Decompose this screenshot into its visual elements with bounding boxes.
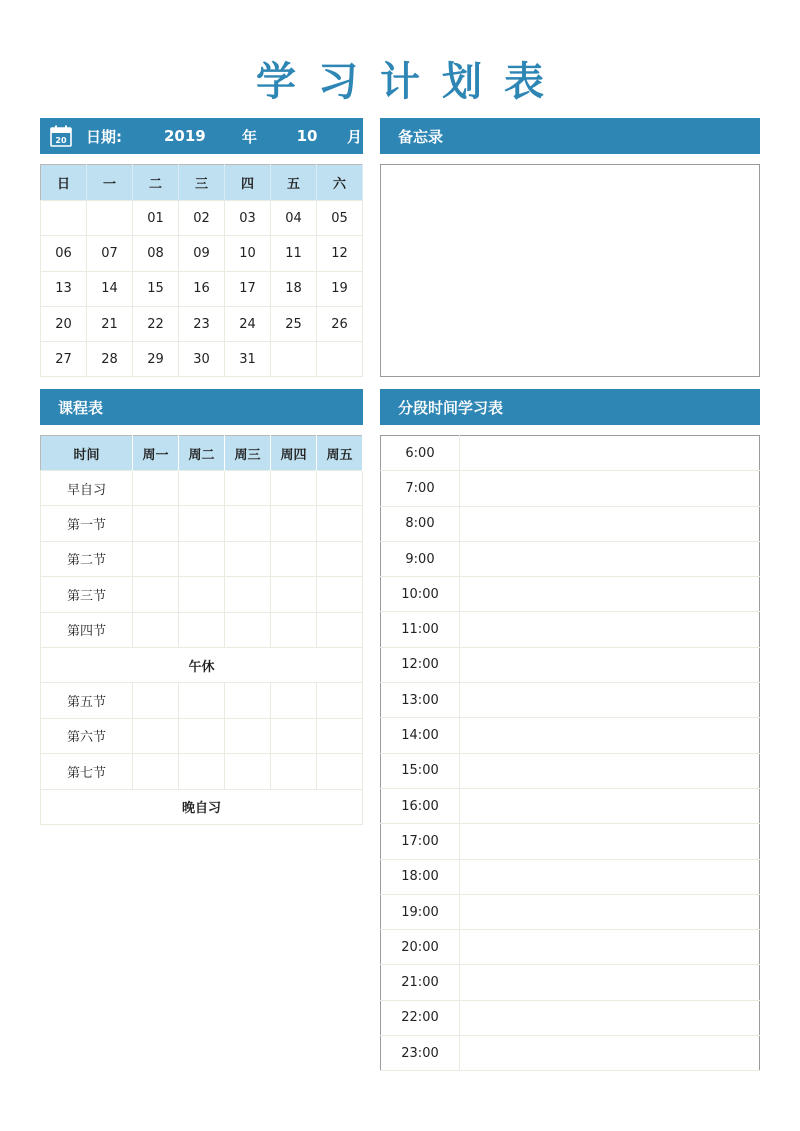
memo-header-bar <box>380 118 760 154</box>
hour-plan-cell[interactable] <box>460 506 760 541</box>
course-row <box>41 506 363 541</box>
hour-plan-cell[interactable] <box>460 1036 760 1071</box>
timeline-header-bar <box>380 389 760 425</box>
course-cell[interactable] <box>317 541 363 576</box>
weekday-header: 四 <box>225 165 271 201</box>
course-header: 周三 <box>225 436 271 471</box>
calendar-day[interactable]: 14 <box>87 271 133 306</box>
course-row <box>41 577 363 612</box>
hour-row <box>381 612 760 647</box>
course-cell[interactable] <box>225 471 271 506</box>
calendar-icon <box>50 125 72 147</box>
period-label: 第一节 <box>41 506 133 541</box>
hour-plan-cell[interactable] <box>460 894 760 929</box>
course-schedule <box>40 435 363 825</box>
hour-row <box>381 894 760 929</box>
calendar-day[interactable] <box>41 201 87 236</box>
course-cell[interactable] <box>179 683 225 718</box>
course-cell[interactable] <box>133 577 179 612</box>
hour-plan-cell[interactable] <box>460 753 760 788</box>
course-header-bar <box>40 389 363 425</box>
hour-row <box>381 1036 760 1071</box>
period-label: 第七节 <box>41 754 133 789</box>
calendar-day[interactable]: 05 <box>317 201 363 236</box>
calendar-weekday-row <box>41 165 363 201</box>
hour-plan-cell[interactable] <box>460 683 760 718</box>
calendar-day[interactable]: 02 <box>179 201 225 236</box>
evening-study-label: 晚自习 <box>41 789 363 824</box>
hour-label: 15:00 <box>381 753 460 788</box>
calendar-week-row <box>41 306 363 341</box>
date-month-label: 月 <box>346 127 362 146</box>
period-label: 第四节 <box>41 612 133 647</box>
memo-label: 备忘录 <box>398 127 444 146</box>
calendar-day[interactable]: 17 <box>225 271 271 306</box>
calendar-day[interactable]: 26 <box>317 306 363 341</box>
calendar-week-row <box>41 236 363 271</box>
course-cell[interactable] <box>179 577 225 612</box>
hour-row <box>381 471 760 506</box>
calendar-day[interactable]: 24 <box>225 306 271 341</box>
calendar-day[interactable]: 20 <box>41 306 87 341</box>
course-cell[interactable] <box>271 683 317 718</box>
month-calendar <box>40 164 363 377</box>
weekday-header: 五 <box>271 165 317 201</box>
hour-row <box>381 647 760 682</box>
course-cell[interactable] <box>317 471 363 506</box>
hour-label: 19:00 <box>381 894 460 929</box>
calendar-day[interactable]: 22 <box>133 306 179 341</box>
hour-row <box>381 753 760 788</box>
hour-label: 9:00 <box>381 541 460 576</box>
calendar-day[interactable]: 23 <box>179 306 225 341</box>
hour-plan-cell[interactable] <box>460 788 760 823</box>
period-label: 第五节 <box>41 683 133 718</box>
hour-row <box>381 718 760 753</box>
hour-label: 14:00 <box>381 718 460 753</box>
course-cell[interactable] <box>271 541 317 576</box>
calendar-day[interactable]: 15 <box>133 271 179 306</box>
hour-plan-cell[interactable] <box>460 436 760 471</box>
calendar-day[interactable]: 30 <box>179 342 225 377</box>
date-year-label: 年 <box>242 127 258 146</box>
course-cell[interactable] <box>225 754 271 789</box>
hour-label: 8:00 <box>381 506 460 541</box>
course-cell[interactable] <box>179 541 225 576</box>
page-title: 学习计划表 <box>256 59 566 105</box>
weekday-header: 日 <box>41 165 87 201</box>
hour-row <box>381 436 760 471</box>
course-header: 周四 <box>271 436 317 471</box>
calendar-week-row <box>41 271 363 306</box>
hour-label: 20:00 <box>381 930 460 965</box>
course-cell[interactable] <box>225 683 271 718</box>
hour-label: 11:00 <box>381 612 460 647</box>
hour-row <box>381 541 760 576</box>
course-row <box>41 754 363 789</box>
course-cell[interactable] <box>271 718 317 753</box>
course-cell[interactable] <box>271 577 317 612</box>
weekday-header: 二 <box>133 165 179 201</box>
hour-plan-cell[interactable] <box>460 612 760 647</box>
hour-label: 21:00 <box>381 965 460 1000</box>
hour-plan-cell[interactable] <box>460 718 760 753</box>
calendar-day[interactable]: 19 <box>317 271 363 306</box>
hour-row <box>381 930 760 965</box>
hour-plan-cell[interactable] <box>460 471 760 506</box>
calendar-day[interactable]: 08 <box>133 236 179 271</box>
calendar-day[interactable]: 21 <box>87 306 133 341</box>
hour-plan-cell[interactable] <box>460 824 760 859</box>
course-row <box>41 683 363 718</box>
calendar-week-row <box>41 342 363 377</box>
hour-label: 10:00 <box>381 577 460 612</box>
calendar-day[interactable]: 04 <box>271 201 317 236</box>
course-cell[interactable] <box>179 471 225 506</box>
calendar-day[interactable]: 12 <box>317 236 363 271</box>
lunch-break-label: 午休 <box>41 647 363 682</box>
course-cell[interactable] <box>317 577 363 612</box>
course-row <box>41 541 363 576</box>
hour-label: 13:00 <box>381 683 460 718</box>
hour-plan-cell[interactable] <box>460 930 760 965</box>
hour-plan-cell[interactable] <box>460 1000 760 1035</box>
course-cell[interactable] <box>317 683 363 718</box>
course-header: 时间 <box>41 436 133 471</box>
hour-row <box>381 577 760 612</box>
calendar-day[interactable]: 25 <box>271 306 317 341</box>
calendar-day[interactable]: 16 <box>179 271 225 306</box>
course-cell[interactable] <box>179 754 225 789</box>
course-cell[interactable] <box>133 471 179 506</box>
course-header: 周二 <box>179 436 225 471</box>
calendar-day[interactable]: 11 <box>271 236 317 271</box>
course-cell[interactable] <box>271 612 317 647</box>
weekday-header: 三 <box>179 165 225 201</box>
hourly-schedule <box>380 435 760 1071</box>
course-evening-row <box>41 789 363 824</box>
date-month[interactable]: 10 <box>296 127 318 145</box>
hour-row <box>381 506 760 541</box>
period-label: 第六节 <box>41 718 133 753</box>
weekday-header: 六 <box>317 165 363 201</box>
course-cell[interactable] <box>271 506 317 541</box>
hour-label: 16:00 <box>381 788 460 823</box>
course-row <box>41 471 363 506</box>
calendar-day[interactable]: 06 <box>41 236 87 271</box>
hour-label: 7:00 <box>381 471 460 506</box>
hour-plan-cell[interactable] <box>460 541 760 576</box>
course-cell[interactable] <box>271 754 317 789</box>
course-cell[interactable] <box>317 754 363 789</box>
course-header: 周一 <box>133 436 179 471</box>
course-cell[interactable] <box>317 612 363 647</box>
period-label: 第三节 <box>41 577 133 612</box>
course-cell[interactable] <box>133 754 179 789</box>
calendar-day[interactable]: 28 <box>87 342 133 377</box>
hour-label: 17:00 <box>381 824 460 859</box>
hour-label: 22:00 <box>381 1000 460 1035</box>
course-row <box>41 718 363 753</box>
calendar-day[interactable]: 03 <box>225 201 271 236</box>
course-cell[interactable] <box>225 506 271 541</box>
calendar-day[interactable] <box>271 342 317 377</box>
calendar-day[interactable]: 01 <box>133 201 179 236</box>
hour-row <box>381 965 760 1000</box>
course-cell[interactable] <box>133 683 179 718</box>
course-cell[interactable] <box>133 718 179 753</box>
course-cell[interactable] <box>133 612 179 647</box>
memo-textarea[interactable] <box>380 164 760 377</box>
hour-plan-cell[interactable] <box>460 859 760 894</box>
calendar-day[interactable]: 29 <box>133 342 179 377</box>
course-cell[interactable] <box>179 612 225 647</box>
course-cell[interactable] <box>179 506 225 541</box>
hour-label: 18:00 <box>381 859 460 894</box>
course-cell[interactable] <box>133 541 179 576</box>
calendar-day[interactable]: 18 <box>271 271 317 306</box>
date-label: 日期: <box>86 127 122 146</box>
hour-row <box>381 788 760 823</box>
hour-row <box>381 824 760 859</box>
calendar-day[interactable]: 10 <box>225 236 271 271</box>
hour-label: 23:00 <box>381 1036 460 1071</box>
hour-row <box>381 859 760 894</box>
course-cell[interactable] <box>133 506 179 541</box>
course-cell[interactable] <box>317 506 363 541</box>
date-year[interactable]: 2019 <box>164 127 206 145</box>
course-cell[interactable] <box>179 718 225 753</box>
course-label: 课程表 <box>58 398 104 417</box>
course-row <box>41 612 363 647</box>
calendar-day[interactable]: 31 <box>225 342 271 377</box>
course-header: 周五 <box>317 436 363 471</box>
date-header-bar <box>40 118 363 154</box>
timeline-label: 分段时间学习表 <box>398 398 504 417</box>
course-cell[interactable] <box>225 541 271 576</box>
hour-plan-cell[interactable] <box>460 577 760 612</box>
course-cell[interactable] <box>225 577 271 612</box>
course-cell[interactable] <box>271 471 317 506</box>
hour-label: 6:00 <box>381 436 460 471</box>
course-cell[interactable] <box>225 718 271 753</box>
hour-row <box>381 683 760 718</box>
course-cell[interactable] <box>317 718 363 753</box>
hour-label: 12:00 <box>381 647 460 682</box>
calendar-day[interactable]: 07 <box>87 236 133 271</box>
calendar-day[interactable]: 27 <box>41 342 87 377</box>
hour-plan-cell[interactable] <box>460 965 760 1000</box>
course-header-row <box>41 436 363 471</box>
calendar-day[interactable] <box>317 342 363 377</box>
weekday-header: 一 <box>87 165 133 201</box>
calendar-day[interactable] <box>87 201 133 236</box>
course-break-row <box>41 647 363 682</box>
course-cell[interactable] <box>225 612 271 647</box>
period-label: 早自习 <box>41 471 133 506</box>
hour-plan-cell[interactable] <box>460 647 760 682</box>
calendar-day[interactable]: 13 <box>41 271 87 306</box>
period-label: 第二节 <box>41 541 133 576</box>
hour-row <box>381 1000 760 1035</box>
calendar-icon-day: 20 <box>55 136 67 145</box>
calendar-day[interactable]: 09 <box>179 236 225 271</box>
calendar-week-row <box>41 201 363 236</box>
